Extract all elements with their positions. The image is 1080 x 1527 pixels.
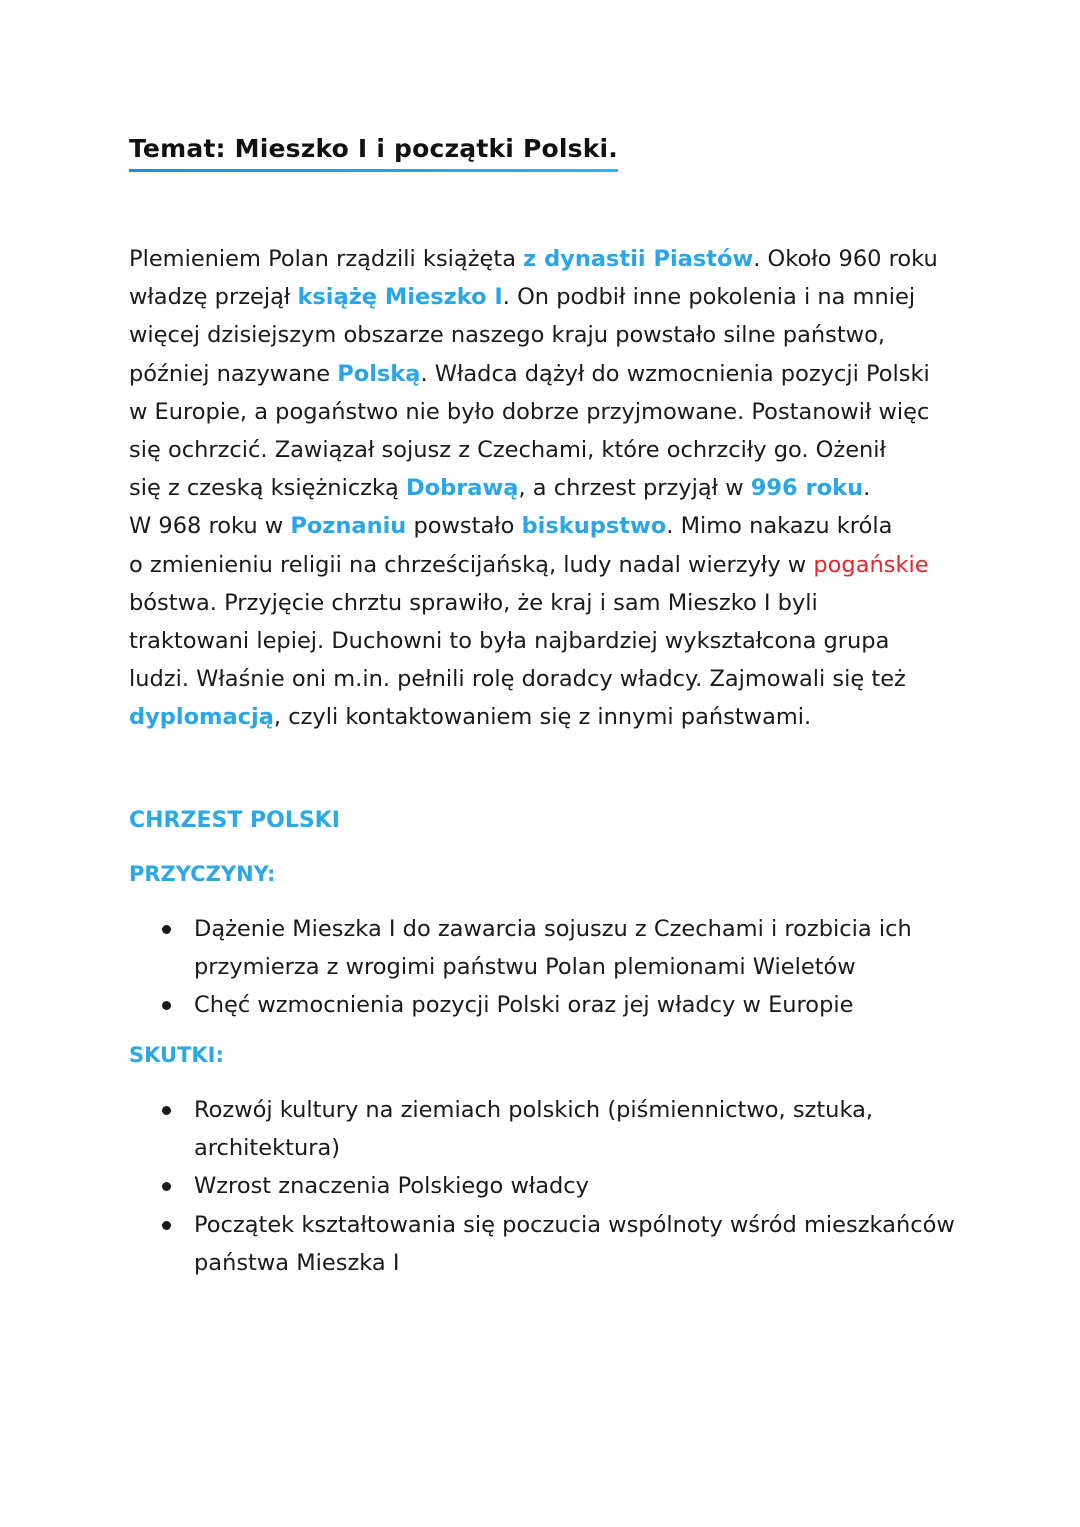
text-line: się z czeską księżniczką Dobrawą, a chrzest przyjął w 996 roku.	[129, 475, 871, 502]
highlight-996: 996 roku	[750, 475, 864, 502]
effects-label: SKUTKI:	[129, 1043, 224, 1067]
text-line: w Europie, a pogaństwo nie było dobrze przyjmowane. Postanowił więc	[129, 398, 930, 425]
text-line: później nazywane Polską. Władca dążył do wzmocnienia pozycji Polski	[129, 360, 930, 387]
highlight-poganskie: pogańskie	[813, 551, 929, 578]
bullet-icon	[162, 1221, 171, 1230]
page-title	[129, 134, 618, 172]
highlight-mieszko: książę Mieszko I	[297, 284, 503, 311]
text-line: więcej dzisiejszym obszarze naszego kraju powstało silne państwo,	[129, 322, 885, 349]
text-line: dyplomacją, czyli kontaktowaniem się z innymi państwami.	[129, 704, 812, 731]
text-line: się ochrzcić. Zawiązał sojusz z Czechami, które ochrzciły go. Ożenił	[129, 437, 886, 464]
page-title-text: Temat: Mieszko I i początki Polski.	[129, 134, 619, 163]
text-line: o zmienieniu religii na chrześcijańską, ludy nadal wierzyły w pogańskie	[129, 551, 929, 578]
list-item: Chęć wzmocnienia pozycji Polski oraz jej władcy w Europie	[160, 986, 960, 1024]
text-line: ludzi. Właśnie oni m.in. pełnili rolę doradcy władcy. Zajmowali się też	[129, 666, 906, 693]
highlight-dyplomacja: dyplomacją	[129, 704, 274, 731]
bullet-icon	[162, 1106, 171, 1115]
text-line: Plemieniem Polan rządzili książęta z dynastii Piastów. Około 960 roku	[129, 246, 938, 272]
bullet-icon	[162, 925, 171, 934]
causes-label: PRZYCZYNY:	[129, 862, 276, 886]
causes-list	[160, 910, 960, 1025]
section-title: CHRZEST POLSKI	[129, 808, 340, 833]
bullet-icon	[162, 1001, 171, 1010]
highlight-dynasty: z dynastii Piastów	[523, 246, 754, 272]
list-item: Rozwój kultury na ziemiach polskich (piśmiennictwo, sztuka, architektura)	[160, 1091, 960, 1167]
highlight-poznan: Poznaniu	[290, 513, 407, 540]
text-line: traktowani lepiej. Duchowni to była najbardziej wykształcona grupa	[129, 628, 890, 655]
effects-list	[160, 1091, 960, 1282]
list-item: Wzrost znaczenia Polskiego władcy	[160, 1167, 960, 1205]
bullet-icon	[162, 1182, 171, 1191]
intro-paragraph	[129, 240, 979, 737]
highlight-biskupstwo: biskupstwo	[521, 513, 667, 540]
list-item: Dążenie Mieszka I do zawarcia sojuszu z Czechami i rozbicia ich przymierza z wrogimi państwu Polan plemionami Wieletów	[160, 910, 960, 986]
text-line: władzę przejął książę Mieszko I. On podbił inne pokolenia i na mniej	[129, 284, 916, 311]
text-line: W 968 roku w Poznaniu powstało biskupstwo. Mimo nakazu króla	[129, 513, 893, 540]
list-item: Początek kształtowania się poczucia wspólnoty wśród mieszkańców państwa Mieszka I	[160, 1206, 960, 1282]
text-line: bóstwa. Przyjęcie chrztu sprawiło, że kraj i sam Mieszko I byli	[129, 589, 818, 616]
highlight-dobrawa: Dobrawą	[405, 475, 519, 502]
title-underline	[129, 169, 618, 172]
highlight-polska: Polską	[337, 360, 421, 387]
